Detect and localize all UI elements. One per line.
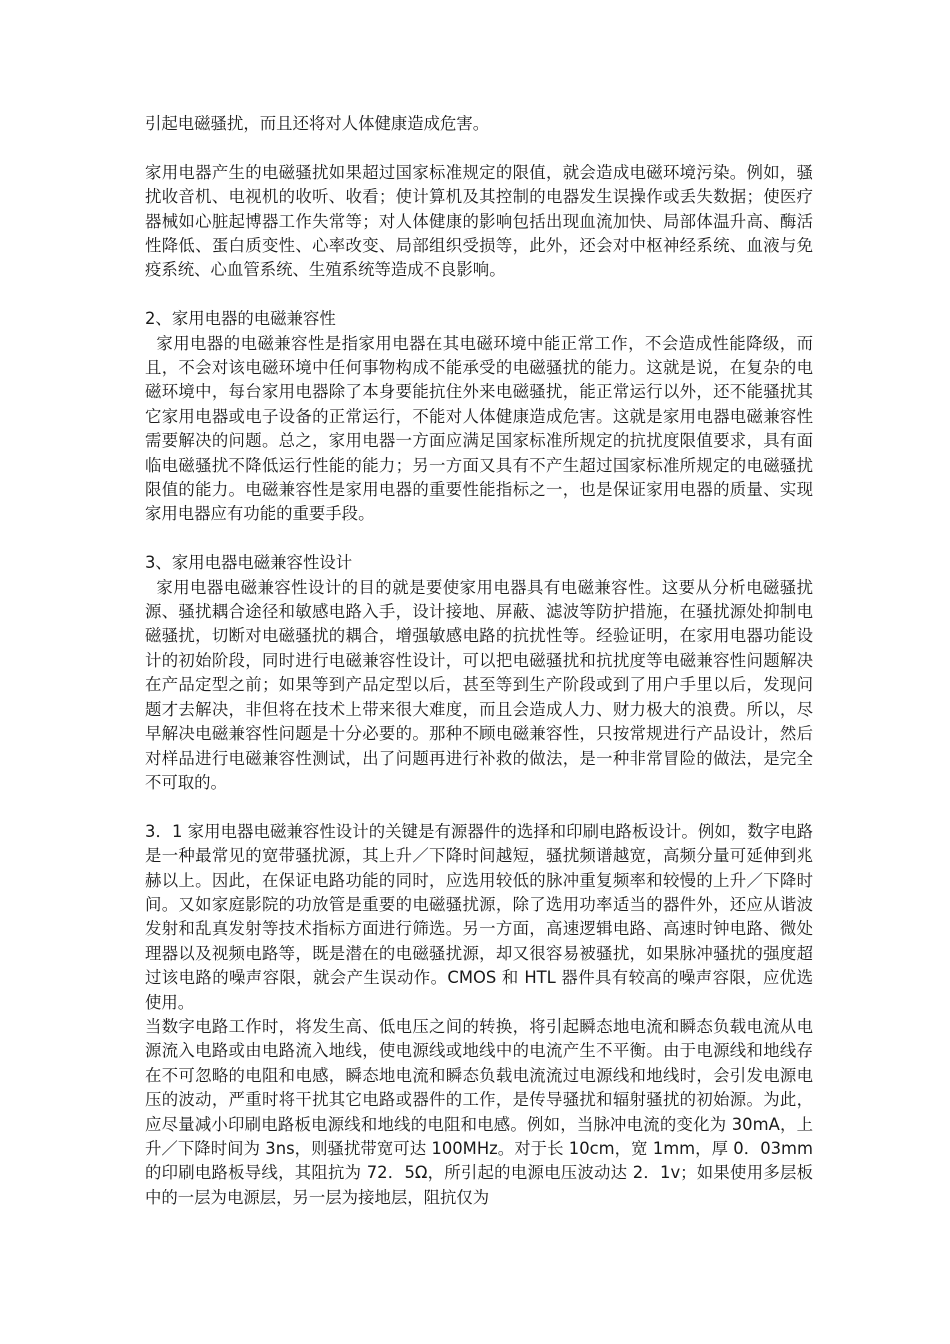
paragraph-intro-end: 引起电磁骚扰，而且还将对人体健康造成危害。	[145, 114, 490, 133]
section-heading-2: 2、家用电器的电磁兼容性	[145, 309, 336, 329]
paragraph-emc-definition: 家用电器的电磁兼容性是指家用电器在其电磁环境中能正常工作，不会造成性能降级，而且，不会对该电磁环境中任何事物构成不能承受的电磁骚扰的能力。这就是说，在复杂的电磁环境中，每台家用电器除了本身要能抗住外来电磁骚扰，能正常运行以外，还不能骚扰其它家用电器或电子设备的正常运行，不能对人体健康造成危害。这就是家用电器电磁兼容性需要解决的问题。总之，家用电器一方面应满足国家标准所规定的抗扰度限值要求，具有面临电磁骚扰不降低运行性能的能力；另一方面又具有不产生超过国家标准所规定的电磁骚扰限值的能力。电磁兼容性是家用电器的重要性能指标之一，也是保证家用电器的质量、实现家用电器应有功能的重要手段。	[145, 333, 814, 524]
paragraph-gap	[145, 136, 813, 160]
paragraph-gap	[145, 527, 813, 551]
paragraph-emi-hazards: 家用电器产生的电磁骚扰如果超过国家标准规定的限值，就会造成电磁环境污染。例如，骚扰收音机、电视机的收听、收看；使计算机及其控制的电器发生误操作或丢失数据；使医疗器械如心脏起博器工作失常等；对人体健康的影响包括出现血流加快、局部体温升高、酶活性降低、蛋白质变性、心率改变、局部组织受损等，此外，还会对中枢神经系统、血液与免疫系统、心血管系统、生殖系统等造成不良影响。	[145, 162, 813, 280]
paragraph-section-3-1: 3．1 家用电器电磁兼容性设计的关键是有源器件的选择和印刷电路板设计。例如，数字电路是一种最常见的宽带骚扰源，其上升／下降时间越短，骚扰频谱越宽，高频分量可延伸到兆赫以上。因此，在保证电路功能的同时，应选用较低的脉冲重复频率和较慢的上升／下降时间。又如家庭影院的功放管是重要的电磁骚扰源，除了选用功率适当的器件外，还应从谐波发射和乱真发射等技术指标方面进行筛选。另一方面，高速逻辑电路、高速时钟电路、微处理器以及视频电路等，既是潜在的电磁骚扰源，却又很容易被骚扰，如果脉冲骚扰的强度超过该电路的噪声容限，就会产生误动作。CMOS 和 HTL 器件具有较高的噪声容限，应优选使用。	[145, 821, 813, 1012]
section-heading-3: 3、家用电器电磁兼容性设计	[145, 553, 353, 573]
document-page	[145, 112, 813, 1210]
paragraph-emc-design: 家用电器电磁兼容性设计的目的就是要使家用电器具有电磁兼容性。这要从分析电磁骚扰源、骚扰耦合途径和敏感电路入手，设计接地、屏蔽、滤波等防护措施，在骚扰源处抑制电磁骚扰，切断对电磁骚扰的耦合，增强敏感电路的抗扰性等。经验证明，在家用电器功能设计的初始阶段，同时进行电磁兼容性设计，可以把电磁骚扰和抗扰度等电磁兼容性问题解决在产品定型之前；如果等到产品定型以后，甚至等到生产阶段或到了用户手里以后，发现问题才去解决，非但将在技术上带来很大难度，而且会造成人力、财力极大的浪费。所以，尽早解决电磁兼容性问题是十分必要的。那种不顾电磁兼容性，只按常规进行产品设计，然后对样品进行电磁兼容性测试，出了问题再进行补救的做法，是一种非常冒险的做法，是完全不可取的。	[145, 577, 814, 792]
paragraph-gap	[145, 283, 813, 307]
paragraph-gap	[145, 795, 813, 819]
paragraph-digital-circuit: 当数字电路工作时，将发生高、低电压之间的转换，将引起瞬态地电流和瞬态负载电流从电源流入电路或由电路流入地线，使电源线或地线中的电流产生不平衡。由于电源线和地线存在不可忽略的电阻和电感，瞬态地电流和瞬态负载电流流过电源线和地线时，会引发电源电压的波动，严重时将干扰其它电路或器件的工作，是传导骚扰和辐射骚扰的初始源。为此，应尽量减小印刷电路板电源线和地线的电阻和电感。例如，当脉冲电流的变化为 30mA，上升／下降时间为 3ns，则骚扰带宽可达 100MHz。对于长 10cm，宽 1mm，厚 0．03mm 的印刷电路板导线，其阻抗为 72．5Ω，所引起的电源电压波动达 2．1v；如果使用多层板中的一层为电源层，另一层为接地层，阻抗仅为	[145, 1016, 813, 1207]
